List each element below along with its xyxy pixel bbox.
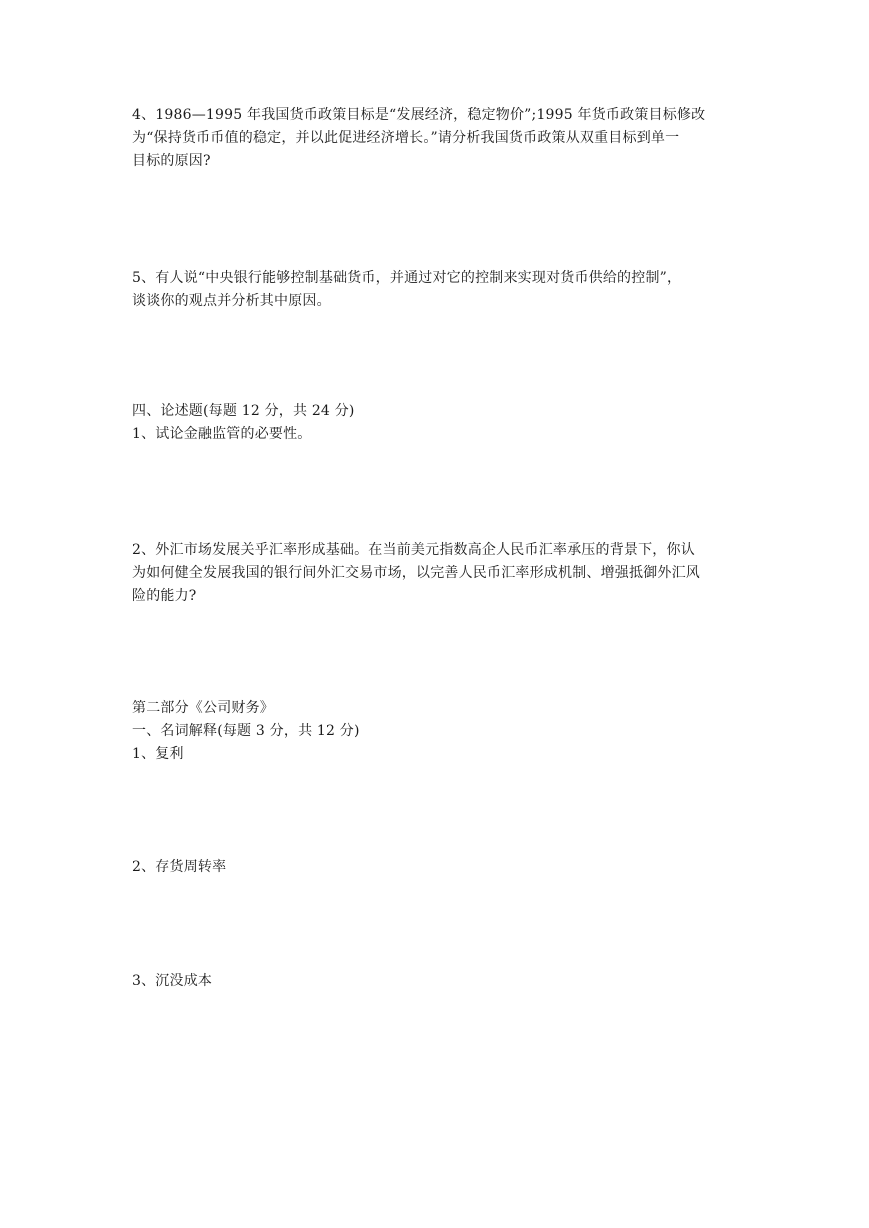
- section4-q2-line-3: 险的能力?: [132, 588, 197, 604]
- section4-q1: 1、试论金融监管的必要性。: [132, 426, 312, 442]
- q5-line-1: 5、有人说“中央银行能够控制基础货币，并通过对它的控制来实现对货币供给的控制”，: [132, 270, 682, 286]
- part2-q2: 2、存货周转率: [132, 859, 227, 875]
- q5-line-2: 谈谈你的观点并分析其中原因。: [132, 293, 331, 309]
- part2-q3: 3、沉没成本: [132, 973, 213, 989]
- q4-line-2: 为“保持货币币值的稳定，并以此促进经济增长。”请分析我国货币政策从双重目标到单一: [132, 130, 680, 146]
- part2-q1: 1、复利: [132, 746, 184, 762]
- part2-title: 第二部分《公司财务》: [132, 700, 274, 716]
- q4-line-1: 4、1986—1995 年我国货币政策目标是“发展经济，稳定物价”;1995 年货币政策目标修改: [132, 107, 706, 123]
- section4-q2-line-2: 为如何健全发展我国的银行间外汇交易市场，以完善人民币汇率形成机制、增强抵御外汇风: [132, 565, 700, 581]
- section4-heading: 四、论述题(每题 12 分，共 24 分): [132, 403, 355, 419]
- q4-line-3: 目标的原因?: [132, 153, 211, 169]
- part2-section1-heading: 一、名词解释(每题 3 分，共 12 分): [132, 723, 360, 739]
- section4-q2-line-1: 2、外汇市场发展关乎汇率形成基础。在当前美元指数高企人民币汇率承压的背景下，你认: [132, 542, 695, 558]
